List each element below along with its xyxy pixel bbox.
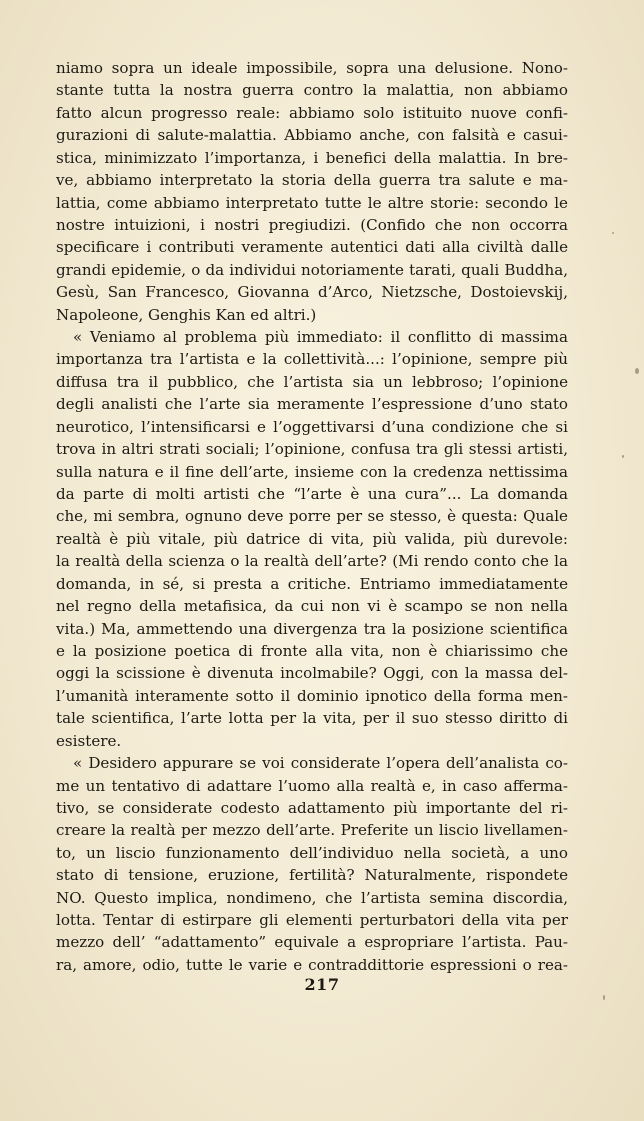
text-line: oggi la scissione è divenuta incolmabile? Oggi, con la massa del- xyxy=(56,664,568,683)
paragraph-end-line: esistere. xyxy=(56,731,122,750)
paper-speck xyxy=(612,232,614,234)
paper-speck xyxy=(622,455,624,458)
text-line: grandi epidemie, o da individui notoriamente tarati, quali Buddha, xyxy=(56,260,568,279)
text-line: creare la realtà per mezzo dell’arte. Preferite un liscio livellamen- xyxy=(56,821,568,840)
text-line: nel regno della metafisica, da cui non vi è scampo se non nella xyxy=(56,597,568,616)
text-line: me un tentativo di adattare l’uomo alla realtà e, in caso afferma- xyxy=(56,776,568,795)
text-line: fatto alcun progresso reale: abbiamo solo istituito nuove confi- xyxy=(56,103,568,122)
paper-speck xyxy=(603,995,605,1000)
text-line: stica, minimizzato l’importanza, i benefici della malattia. In bre- xyxy=(56,148,568,167)
paragraph-start-line: « Veniamo al problema più immediato: il conflitto di massima xyxy=(73,328,568,347)
page-number: 217 xyxy=(304,975,340,994)
text-line: Gesù, San Francesco, Giovanna d’Arco, Nietzsche, Dostoievskij, xyxy=(56,283,568,302)
text-line: ra, amore, odio, tutte le varie e contraddittorie espressioni o rea- xyxy=(56,955,568,974)
text-line: mezzo dell’ “adattamento” equivale a espropriare l’artista. Pau- xyxy=(56,933,568,952)
text-line: lattia, come abbiamo interpretato tutte le altre storie: secondo le xyxy=(56,193,568,212)
text-line: specificare i contributi veramente autentici dati alla civiltà dalle xyxy=(56,238,568,257)
paragraph-end-line: Napoleone, Genghis Kan ed altri.) xyxy=(56,305,317,324)
text-line: niamo sopra un ideale impossibile, sopra una delusione. Nono- xyxy=(56,59,568,77)
paper-speck xyxy=(635,368,639,374)
text-line: neurotico, l’intensificarsi e l’oggettivarsi d’una condizione che si xyxy=(56,417,568,436)
text-line: lotta. Tentar di estirpare gli elementi perturbatori della vita per xyxy=(56,911,568,930)
paragraph-start-line: « Desidero appurare se voi considerate l’opera dell’analista co- xyxy=(73,754,568,773)
page-body-text xyxy=(56,57,568,976)
text-line: e la posizione poetica di fronte alla vita, non è chiarissimo che xyxy=(56,641,568,660)
text-line: l’umanità interamente sotto il dominio ipnotico della forma men- xyxy=(56,686,568,705)
text-line: diffusa tra il pubblico, che l’artista sia un lebbroso; l’opinione xyxy=(56,372,568,391)
text-line: realtà è più vitale, più datrice di vita, più valida, più durevole: xyxy=(56,529,568,548)
text-line: stato di tensione, eruzione, fertilità? Naturalmente, rispondete xyxy=(56,866,568,885)
text-line: vita.) Ma, ammettendo una divergenza tra la posizione scientifica xyxy=(56,619,568,638)
text-line: ve, abbiamo interpretato la storia della guerra tra salute e ma- xyxy=(56,171,568,190)
text-line: gurazioni di salute-malattia. Abbiamo anche, con falsità e casui- xyxy=(56,126,568,145)
text-line: to, un liscio funzionamento dell’individuo nella società, a uno xyxy=(56,843,568,862)
text-line: importanza tra l’artista e la collettività...: l’opinione, sempre più xyxy=(56,350,568,369)
text-line: tivo, se considerate codesto adattamento più importante del ri- xyxy=(56,798,568,817)
text-line: che, mi sembra, ognuno deve porre per se stesso, è questa: Quale xyxy=(56,507,568,526)
text-line: da parte di molti artisti che “l’arte è una cura”... La domanda xyxy=(56,485,568,504)
text-line: degli analisti che l’arte sia meramente l’espressione d’uno stato xyxy=(56,395,568,414)
text-line: stante tutta la nostra guerra contro la malattia, non abbiamo xyxy=(56,81,568,100)
text-line: trova in altri strati sociali; l’opinione, confusa tra gli stessi artisti, xyxy=(56,440,568,459)
text-line: domanda, in sé, si presta a critiche. Entriamo immediatamente xyxy=(56,574,568,593)
text-line: NO. Questo implica, nondimeno, che l’artista semina discordia, xyxy=(56,888,568,907)
text-line: nostre intuizioni, i nostri pregiudizi. (Confido che non occorra xyxy=(56,215,568,234)
text-line: tale scientifica, l’arte lotta per la vita, per il suo stesso diritto di xyxy=(56,709,568,728)
text-line: sulla natura e il fine dell’arte, insieme con la credenza nettissima xyxy=(56,462,568,481)
text-line: la realtà della scienza o la realtà dell’arte? (Mi rendo conto che la xyxy=(56,552,568,571)
